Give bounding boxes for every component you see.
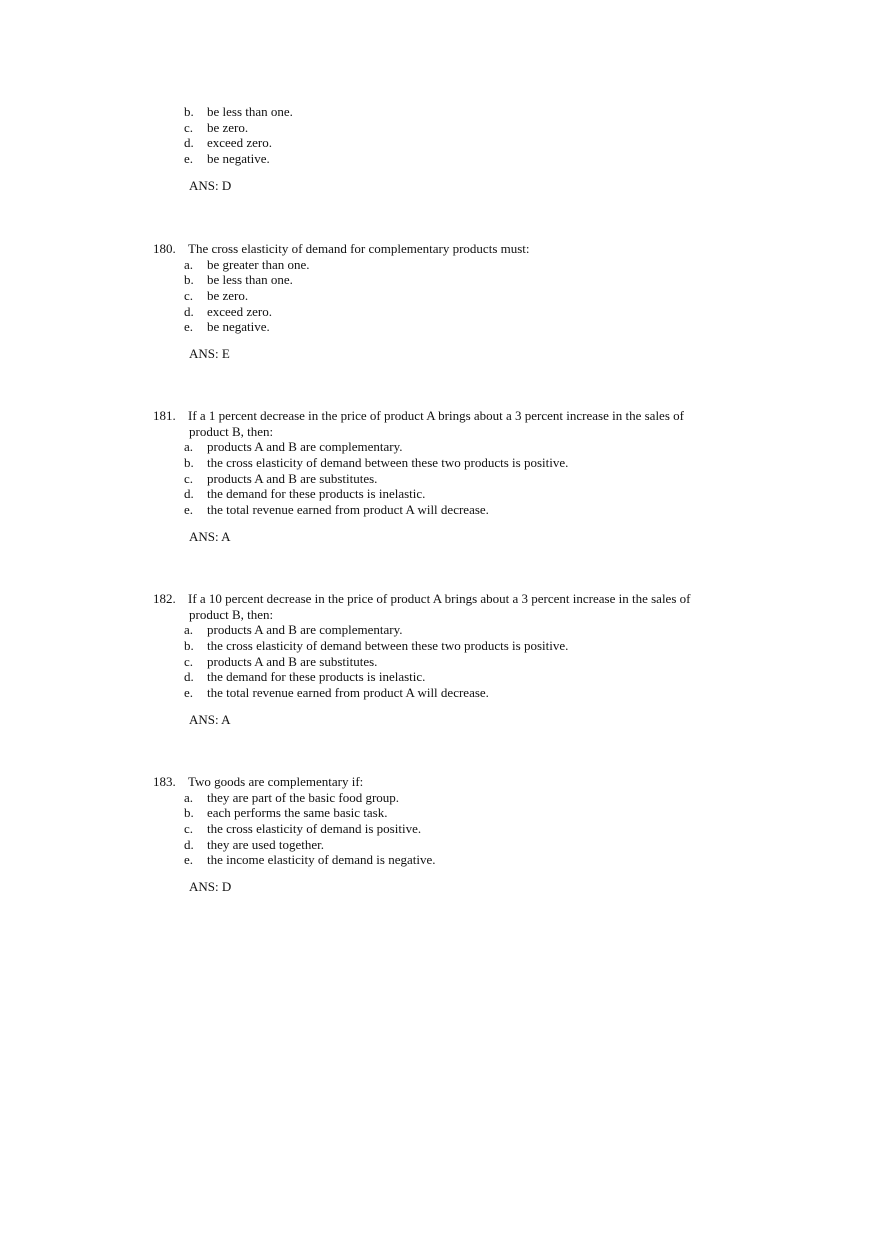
option-text: be greater than one. [207, 256, 310, 272]
answer-option [0, 486, 880, 502]
question-block [0, 104, 880, 193]
option-text: the cross elasticity of demand between these two products is positive. [207, 455, 569, 471]
answer-option [0, 622, 880, 638]
option-letter: e. [184, 151, 194, 167]
option-letter: b. [184, 104, 194, 119]
question-text: If a 1 percent decrease in the price of product A brings about a 3 percent increase in the sales of [188, 408, 684, 423]
option-letter: a. [184, 256, 194, 272]
option-letter: b. [184, 455, 194, 471]
question-stem-line [0, 424, 880, 440]
answer-key: ANS: D [189, 879, 232, 895]
option-text: products A and B are complementary. [207, 622, 403, 638]
option-text: the demand for these products is inelastic. [207, 669, 426, 685]
option-letter: e. [184, 502, 194, 518]
answer-key: ANS: E [189, 346, 230, 362]
option-text: the total revenue earned from product A will decrease. [207, 502, 489, 518]
question-text: The cross elasticity of demand for complementary products must: [188, 241, 530, 256]
question-text: product B, then: [189, 606, 274, 622]
option-letter: c. [184, 653, 194, 669]
answer-option [0, 852, 880, 868]
answer-key: ANS: D [189, 177, 232, 193]
option-text: be negative. [207, 319, 270, 335]
answer-option [0, 638, 880, 654]
answer-option [0, 837, 880, 853]
answer-option [0, 685, 880, 701]
option-text: the total revenue earned from product A will decrease. [207, 685, 489, 701]
answer-option [0, 805, 880, 821]
answer-key: ANS: A [189, 711, 231, 727]
option-letter: b. [184, 805, 194, 821]
answer-option [0, 151, 880, 167]
option-letter: a. [184, 622, 194, 638]
answer-option [0, 790, 880, 806]
question-block [0, 774, 880, 895]
option-letter: c. [184, 821, 194, 837]
option-letter: a. [184, 789, 194, 805]
answer-key: ANS: A [189, 528, 231, 544]
question-number: 180. [153, 241, 176, 256]
option-text: exceed zero. [207, 135, 272, 151]
option-letter: c. [184, 119, 194, 135]
option-letter: e. [184, 319, 194, 335]
option-letter: e. [184, 685, 194, 701]
option-letter: b. [184, 272, 194, 288]
answer-option [0, 654, 880, 670]
question-number: 182. [153, 591, 176, 606]
option-text: the demand for these products is inelastic. [207, 486, 426, 502]
question-text: Two goods are complementary if: [188, 774, 364, 789]
option-letter: d. [184, 669, 194, 685]
question-block [0, 591, 880, 727]
answer-option [0, 439, 880, 455]
answer-option [0, 272, 880, 288]
answer-option [0, 135, 880, 151]
option-text: products A and B are substitutes. [207, 470, 378, 486]
answer-option [0, 821, 880, 837]
option-letter: c. [184, 470, 194, 486]
option-text: be zero. [207, 288, 249, 304]
option-text: they are used together. [207, 836, 324, 852]
option-text: be zero. [207, 119, 249, 135]
answer-option [0, 319, 880, 335]
question-stem-line [0, 408, 880, 424]
answer-option [0, 304, 880, 320]
question-number: 181. [153, 408, 176, 423]
question-block [0, 408, 880, 544]
option-letter: e. [184, 852, 194, 868]
question-stem-line [0, 774, 880, 790]
question-block [0, 241, 880, 362]
option-text: products A and B are complementary. [207, 439, 403, 455]
option-text: the income elasticity of demand is negative. [207, 852, 436, 868]
question-text: If a 10 percent decrease in the price of product A brings about a 3 percent increase in the sales of [188, 591, 691, 606]
answer-option [0, 455, 880, 471]
question-stem-line [0, 607, 880, 623]
option-text: exceed zero. [207, 303, 272, 319]
option-letter: b. [184, 638, 194, 654]
option-letter: d. [184, 836, 194, 852]
option-text: the cross elasticity of demand is positive. [207, 821, 422, 837]
question-stem-line [0, 241, 880, 257]
question-stem-line [0, 591, 880, 607]
option-letter: d. [184, 303, 194, 319]
option-text: each performs the same basic task. [207, 805, 388, 821]
question-number: 183. [153, 774, 176, 789]
option-text: the cross elasticity of demand between these two products is positive. [207, 638, 569, 654]
answer-option [0, 120, 880, 136]
answer-option [0, 257, 880, 273]
option-text: products A and B are substitutes. [207, 653, 378, 669]
answer-option [0, 104, 880, 120]
answer-option [0, 288, 880, 304]
option-text: be negative. [207, 151, 270, 167]
option-letter: c. [184, 288, 194, 304]
option-text: be less than one. [207, 104, 293, 119]
option-letter: a. [184, 439, 194, 455]
answer-option [0, 502, 880, 518]
option-letter: d. [184, 486, 194, 502]
answer-option [0, 471, 880, 487]
option-text: they are part of the basic food group. [207, 789, 400, 805]
answer-option [0, 669, 880, 685]
option-text: be less than one. [207, 272, 293, 288]
question-text: product B, then: [189, 423, 274, 439]
option-letter: d. [184, 135, 194, 151]
